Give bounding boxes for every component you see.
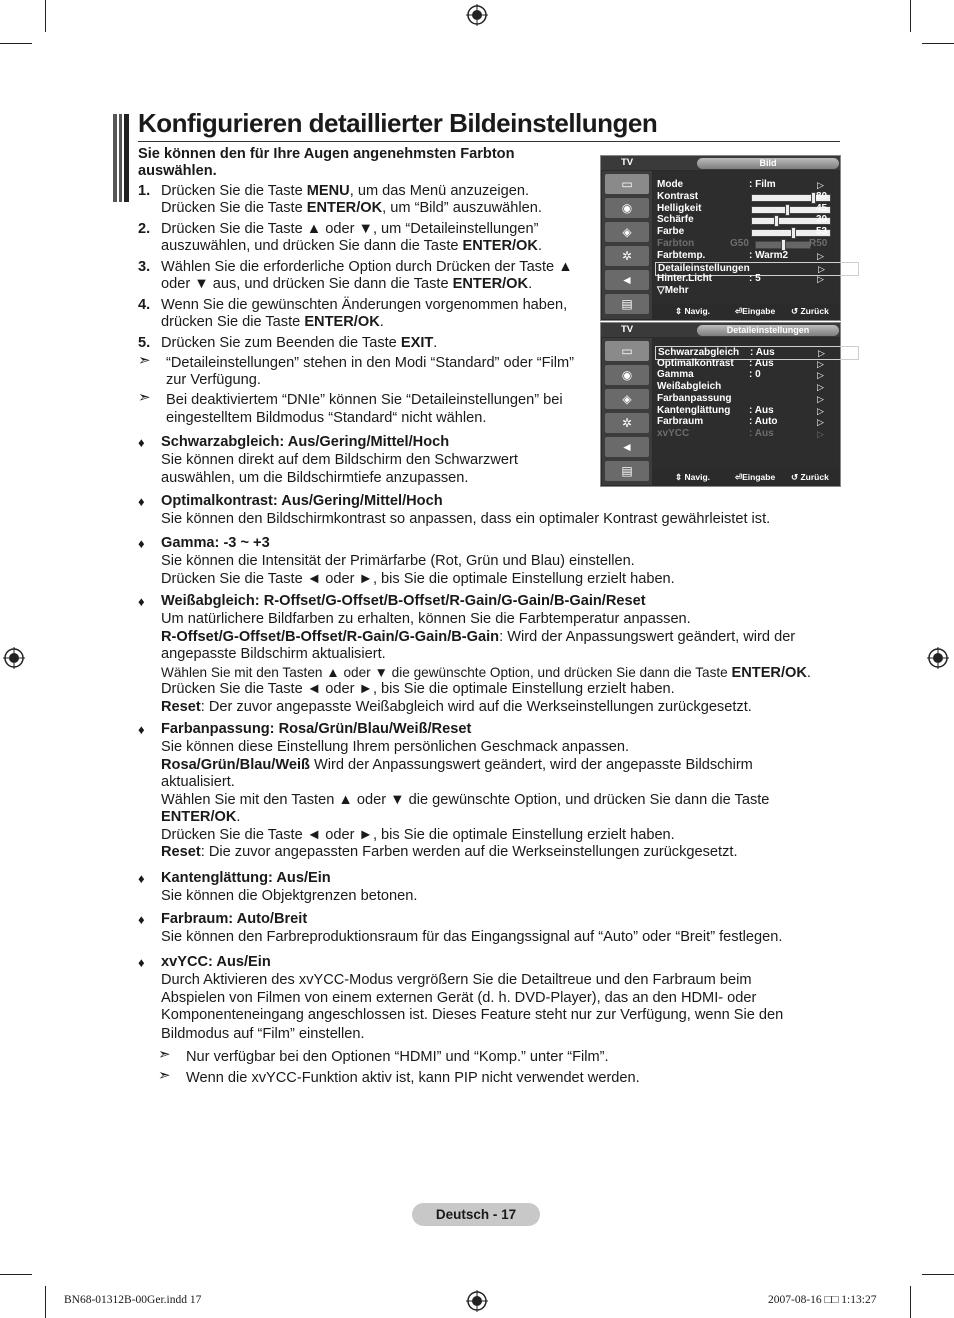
osd-item-label: Farbe — [657, 226, 685, 238]
page-number-badge: Deutsch - 17 — [412, 1203, 540, 1226]
osd-arrow-icon: ▷ — [818, 263, 825, 274]
osd-item-value: 45 — [816, 202, 828, 214]
section-heading: Optimalkontrast: Aus/Gering/Mittel/Hoch — [161, 493, 443, 509]
text-run: Drücken Sie die Taste ◄ oder ►, bis Sie die optimale Einstellung erzielt haben. — [161, 570, 675, 587]
osd-item-value: : Film — [749, 179, 776, 190]
section-text — [161, 611, 691, 628]
step-text — [161, 335, 437, 352]
crop-mark — [910, 0, 911, 32]
osd-arrow-icon: ▷ — [817, 358, 824, 369]
note-text: “Detaileinstellungen” stehen in den Modi “Standard” oder “Film” — [166, 355, 575, 371]
osd-menu-item[interactable] — [657, 273, 824, 285]
osd-item-label: Weißabgleich — [657, 381, 722, 393]
title-decoration — [113, 114, 129, 202]
osd-arrow-icon: ▷ — [817, 180, 824, 190]
osd-slider-knob[interactable] — [785, 204, 790, 216]
text-run: Sie können den Farbreproduktionsraum für das Eingangssignal auf “Auto” oder “Breit” festlegen. — [161, 929, 783, 945]
text-run: : Der zuvor angepasste Weißabgleich wird auf die Werkseinstellungen zurückgesetzt. — [200, 698, 752, 715]
picture-menu-icon[interactable]: ▭ — [605, 341, 649, 361]
crop-mark — [45, 1286, 46, 1318]
section-text — [161, 809, 240, 826]
step-text — [161, 200, 542, 217]
osd-item-label: xvYCC — [657, 427, 690, 439]
osd-header — [601, 156, 840, 170]
text-run: Drücken Sie die Taste ◄ oder ►, bis Sie die optimale Einstellung erzielt haben. — [161, 681, 675, 697]
text-run: drücken Sie die Taste — [161, 314, 305, 330]
osd-item-label: ▽Mehr — [657, 285, 689, 297]
step-text — [161, 276, 532, 293]
osd-menu-item[interactable] — [657, 190, 828, 203]
osd-arrow-icon: ▷ — [817, 274, 824, 285]
osd-item-label: Kontrast — [657, 190, 699, 202]
setup-menu-icon[interactable]: ✲ — [605, 413, 649, 433]
enter-hint: ⏎Eingabe — [735, 472, 776, 482]
bullet-icon: ♦ — [138, 494, 145, 509]
osd-menu-item[interactable] — [657, 427, 824, 440]
osd-slider[interactable] — [755, 241, 811, 249]
enter-hint: ⏎Eingabe — [735, 306, 776, 316]
sound-menu-icon[interactable]: ◉ — [605, 365, 649, 385]
bold-text: Rosa/Grün/Blau/Weiß — [161, 756, 310, 773]
note-arrow-icon: ➣ — [158, 1046, 171, 1063]
note-text: Bei deaktiviertem “DNIe” können Sie “Detaileinstellungen” bei — [166, 392, 563, 408]
channel-menu-icon[interactable]: ◈ — [605, 222, 649, 242]
note-text: Nur verfügbar bei den Optionen “HDMI” und “Komp.” unter “Film”. — [186, 1049, 609, 1065]
osd-arrow-icon: ▷ — [817, 417, 824, 428]
step-number: 4. — [138, 297, 151, 313]
application-menu-icon[interactable]: ▤ — [605, 294, 649, 314]
text-run: Sie können die Intensität der Primärfarbe (Rot, Grün und Blau) einstellen. — [161, 553, 635, 569]
bold-text: ENTER/OK — [462, 238, 538, 254]
osd-arrow-icon: ▷ — [817, 393, 824, 404]
text-run: : Wird der Anpassungswert geändert, wird der — [499, 628, 796, 645]
osd-sidebar — [602, 171, 652, 319]
osd-arrow-icon: ▷ — [817, 405, 824, 416]
bold-text: ENTER/OK — [161, 809, 237, 825]
text-run: auszuwählen, und drücken Sie dann die Taste — [161, 238, 463, 254]
osd-item-value: : Aus — [749, 404, 774, 416]
section-text — [161, 888, 417, 905]
text-run: Drücken Sie die Taste — [161, 183, 307, 199]
navigate-hint: ⇕ Navig. — [675, 306, 710, 316]
section-heading: Schwarzabgleich: Aus/Gering/Mittel/Hoch — [161, 434, 450, 450]
osd-menu-list — [653, 171, 839, 303]
osd-item-label: Schärfe — [657, 214, 694, 226]
osd-item-value: G50 — [730, 238, 749, 249]
note-arrow-icon: ➣ — [138, 352, 151, 369]
section-heading: Gamma: -3 ~ +3 — [161, 535, 270, 551]
section-text — [161, 664, 811, 682]
text-run: Drücken Sie die Taste ▲ oder ▼, um “Detaileinstellungen” — [161, 221, 539, 237]
osd-menu-item[interactable] — [657, 369, 824, 381]
section-text — [161, 553, 635, 570]
bullet-icon: ♦ — [138, 594, 145, 609]
osd-arrow-icon: ▷ — [817, 370, 824, 381]
step-number: 5. — [138, 335, 151, 351]
text-run: Drücken Sie zum Beenden die Taste — [161, 335, 401, 351]
text-run: , um das Menü anzuzeigen. — [349, 183, 530, 199]
input-menu-icon[interactable]: ◄ — [605, 437, 649, 457]
osd-menu-list — [653, 338, 839, 469]
section-heading: Farbraum: Auto/Breit — [161, 911, 308, 927]
osd-item-label: Mode — [657, 179, 684, 190]
title-rule — [138, 141, 840, 142]
step-number: 1. — [138, 183, 151, 199]
step-text — [161, 314, 384, 331]
step-text — [161, 221, 538, 238]
osd-item-label: Detaileinstellungen — [658, 262, 750, 274]
return-hint: ↺ Zurück — [791, 472, 829, 482]
osd-menu-item[interactable] — [657, 404, 824, 417]
input-menu-icon[interactable]: ◄ — [605, 270, 649, 290]
osd-menu-item[interactable] — [657, 249, 824, 262]
bold-text: ENTER/OK — [731, 664, 807, 681]
osd-item-value: : Aus — [750, 347, 775, 358]
section-text — [161, 1007, 783, 1024]
crop-mark — [0, 1274, 32, 1275]
bold-text: ENTER/OK — [452, 276, 529, 292]
section-text — [161, 774, 235, 791]
navigate-hint: ⇕ Navig. — [675, 472, 710, 482]
osd-item-label: Helligkeit — [657, 202, 702, 214]
section-text — [161, 929, 782, 946]
text-run: Abspielen von Filmen von einem externen Gerät (d. h. DVD-Player), das an den HDMI- oder — [161, 989, 757, 1006]
osd-item-value: R50 — [809, 238, 828, 249]
sound-menu-icon[interactable]: ◉ — [605, 198, 649, 218]
registration-mark-icon — [927, 647, 949, 669]
crop-mark — [910, 1286, 911, 1318]
section-text — [161, 827, 675, 844]
section-text — [161, 629, 795, 646]
osd-item-label: Farbanpassung — [657, 392, 732, 404]
osd-menu-item[interactable] — [657, 238, 828, 250]
footer-file-name: BN68-01312B-00Ger.indd 17 — [64, 1294, 202, 1306]
osd-menu-item[interactable] — [657, 416, 824, 428]
bullet-icon: ♦ — [138, 722, 145, 737]
text-run: auswählen, um die Bildschirmtiefe anzupassen. — [161, 469, 469, 486]
osd-arrow-icon: ▷ — [817, 382, 824, 393]
section-heading: xvYCC: Aus/Ein — [161, 954, 271, 970]
section-text — [161, 844, 738, 861]
text-run: Wenn Sie die gewünschten Änderungen vorgenommen haben, — [161, 297, 568, 313]
text-run: Sie können die Objektgrenzen betonen. — [161, 888, 418, 904]
section-text — [161, 511, 770, 528]
bullet-icon: ♦ — [138, 955, 145, 970]
text-run: Sie können diese Einstellung Ihrem persönlichen Geschmack anpassen. — [161, 739, 630, 755]
osd-slider-knob[interactable] — [774, 215, 779, 227]
osd-arrow-icon: ▷ — [817, 428, 824, 439]
note-text: eingestelltem Bildmodus “Standard“ nicht wählen. — [166, 410, 487, 426]
osd-slider-knob[interactable] — [791, 227, 796, 239]
text-run: Durch Aktivieren des xvYCC-Modus vergrößern Sie die Detailtreue und den Farbraum beim — [161, 972, 752, 988]
text-run: Um natürlichere Bildfarben zu erhalten, können Sie die Farbtemperatur anpassen. — [161, 611, 691, 627]
osd-tv-label: TV — [621, 157, 634, 168]
text-run: Wählen Sie die erforderliche Option durch Drücken der Taste ▲ — [161, 259, 573, 275]
note-arrow-icon: ➣ — [138, 389, 151, 406]
osd-item-label: Gamma — [657, 369, 694, 381]
osd-item-label: Schwarzabgleich — [658, 347, 740, 358]
osd-item-label: Optimalkontrast — [657, 357, 734, 369]
osd-item-label: Farbton — [657, 238, 695, 249]
page-title: Konfigurieren detaillierter Bildeinstellungen — [138, 108, 658, 138]
osd-item-value: : Auto — [749, 416, 778, 428]
note-text: zur Verfügung. — [166, 372, 261, 388]
section-text — [161, 792, 769, 809]
text-run: : Die zuvor angepassten Farben werden auf die Werkseinstellungen zurückgesetzt. — [200, 844, 738, 860]
bullet-icon: ♦ — [138, 536, 145, 551]
osd-menu-tab: Bild — [697, 158, 839, 169]
osd-item-value: 53 — [816, 226, 828, 238]
osd-detail-settings-menu — [600, 322, 841, 487]
osd-menu-item[interactable] — [657, 392, 824, 405]
registration-mark-icon — [3, 647, 25, 669]
osd-menu-item[interactable] — [657, 179, 824, 191]
text-run: Sie können direkt auf dem Bildschirm den Schwarzwert — [161, 452, 518, 468]
osd-item-value: 30 — [816, 214, 828, 226]
osd-menu-item[interactable] — [657, 357, 824, 370]
bold-text: R-Offset/G-Offset/B-Offset/R-Gain/G-Gain/B-Gain — [161, 628, 500, 645]
channel-menu-icon[interactable]: ◈ — [605, 389, 649, 409]
application-menu-icon[interactable]: ▤ — [605, 461, 649, 481]
note-arrow-icon: ➣ — [158, 1067, 171, 1084]
section-text — [161, 972, 752, 989]
crop-mark — [45, 0, 46, 32]
osd-menu-item[interactable] — [657, 202, 828, 215]
osd-sidebar — [602, 338, 652, 485]
section-text — [161, 1026, 365, 1043]
step-text — [161, 259, 573, 276]
text-run: oder ▼ aus, und drücken Sie dann die Taste — [161, 276, 453, 292]
text-run: Wählen Sie mit den Tasten ▲ oder ▼ die gewünschte Option, und drücken Sie dann die Taste — [161, 791, 770, 808]
bold-text: ENTER/OK — [306, 200, 383, 216]
osd-item-label: Kantenglättung — [657, 404, 731, 416]
section-text — [161, 571, 675, 588]
section-heading: Kantenglättung: Aus/Ein — [161, 870, 331, 886]
osd-item-value: 80 — [816, 190, 828, 202]
osd-picture-menu — [600, 155, 841, 321]
section-text — [161, 699, 752, 716]
text-run: Bildmodus auf “Film” einstellen. — [161, 1026, 365, 1042]
osd-tv-label: TV — [621, 324, 634, 335]
text-run: . — [528, 276, 533, 292]
bullet-icon: ♦ — [138, 435, 145, 450]
crop-mark — [0, 43, 32, 44]
text-run: , um “Bild” auszuwählen. — [382, 200, 542, 216]
text-run: Wird der Anpassungswert geändert, wird der angepasste Bildschirm — [309, 756, 753, 773]
step-number: 3. — [138, 259, 151, 275]
osd-menu-tab: Detaileinstellungen — [697, 325, 839, 336]
bold-text: Reset — [161, 844, 201, 860]
crop-mark — [922, 1274, 954, 1275]
registration-mark-icon — [466, 4, 488, 26]
section-heading: Weißabgleich: R-Offset/G-Offset/B-Offset/R-Gain/G-Gain/B-Gain/Reset — [161, 593, 646, 609]
step-text — [161, 183, 529, 200]
section-text — [161, 452, 518, 469]
osd-menu-item[interactable] — [657, 285, 689, 297]
text-run: . — [236, 809, 241, 825]
osd-menu-item[interactable] — [657, 381, 824, 393]
osd-item-label: Hinter.Licht — [657, 273, 713, 285]
osd-header — [601, 323, 840, 337]
intro-line: auswählen. — [138, 163, 217, 179]
bold-text: Reset — [161, 698, 201, 715]
osd-menu-item[interactable] — [657, 226, 828, 238]
registration-mark-icon — [466, 1290, 488, 1312]
footer-timestamp: 2007-08-16 □□ 1:13:27 — [768, 1294, 877, 1306]
osd-item-value: : Aus — [749, 357, 774, 369]
step-text — [161, 238, 542, 255]
text-run: Drücken Sie die Taste ◄ oder ►, bis Sie die optimale Einstellung erzielt haben. — [161, 826, 675, 843]
text-run: Komponenteneingang angeschlossen ist. Dieses Feature steht nur zur Verfügung, wenn Sie den — [161, 1007, 784, 1023]
section-text — [161, 646, 386, 663]
osd-footer — [653, 304, 839, 319]
text-run: . — [537, 238, 543, 254]
osd-item-value: : Warm2 — [749, 249, 789, 261]
osd-arrow-icon: ▷ — [818, 348, 825, 358]
osd-menu-item[interactable] — [657, 214, 828, 226]
text-run: aktualisiert. — [161, 774, 235, 790]
picture-menu-icon[interactable]: ▭ — [605, 174, 649, 194]
osd-item-value: : 0 — [749, 369, 761, 381]
osd-item-value: : Aus — [749, 427, 774, 439]
bullet-icon: ♦ — [138, 871, 145, 886]
bold-text: EXIT — [400, 335, 434, 351]
crop-mark — [922, 43, 954, 44]
text-run: Sie können den Bildschirmkontrast so anpassen, dass ein optimaler Kontrast gewährleistet ist. — [161, 511, 771, 527]
text-run: . — [806, 664, 811, 681]
step-number: 2. — [138, 221, 151, 237]
osd-footer — [653, 470, 839, 485]
section-text — [161, 990, 756, 1007]
section-text — [161, 739, 629, 756]
text-run: . — [379, 314, 384, 330]
section-text — [161, 470, 468, 487]
text-run: Wählen Sie mit den Tasten ▲ oder ▼ die gewünschte Option, und drücken Sie dann die Taste — [161, 664, 732, 680]
osd-arrow-icon: ▷ — [817, 250, 824, 261]
bullet-icon: ♦ — [138, 912, 145, 927]
intro-line: Sie können den für Ihre Augen angenehmsten Farbton — [138, 146, 515, 162]
osd-item-label: Farbtemp. — [657, 249, 706, 261]
note-text: Wenn die xvYCC-Funktion aktiv ist, kann PIP nicht verwendet werden. — [186, 1070, 640, 1086]
section-heading: Farbanpassung: Rosa/Grün/Blau/Weiß/Reset — [161, 721, 472, 737]
section-text — [161, 681, 675, 698]
text-run: Drücken Sie die Taste — [161, 200, 307, 216]
setup-menu-icon[interactable]: ✲ — [605, 246, 649, 266]
return-hint: ↺ Zurück — [791, 306, 829, 316]
bold-text: ENTER/OK — [304, 314, 380, 330]
section-text — [161, 757, 753, 774]
step-text — [161, 297, 567, 314]
osd-item-value: : 5 — [749, 273, 761, 285]
bold-text: MENU — [306, 183, 350, 199]
osd-item-label: Farbraum — [657, 416, 704, 428]
text-run: . — [433, 335, 438, 351]
text-run: angepasste Bildschirm aktualisiert. — [161, 646, 386, 662]
